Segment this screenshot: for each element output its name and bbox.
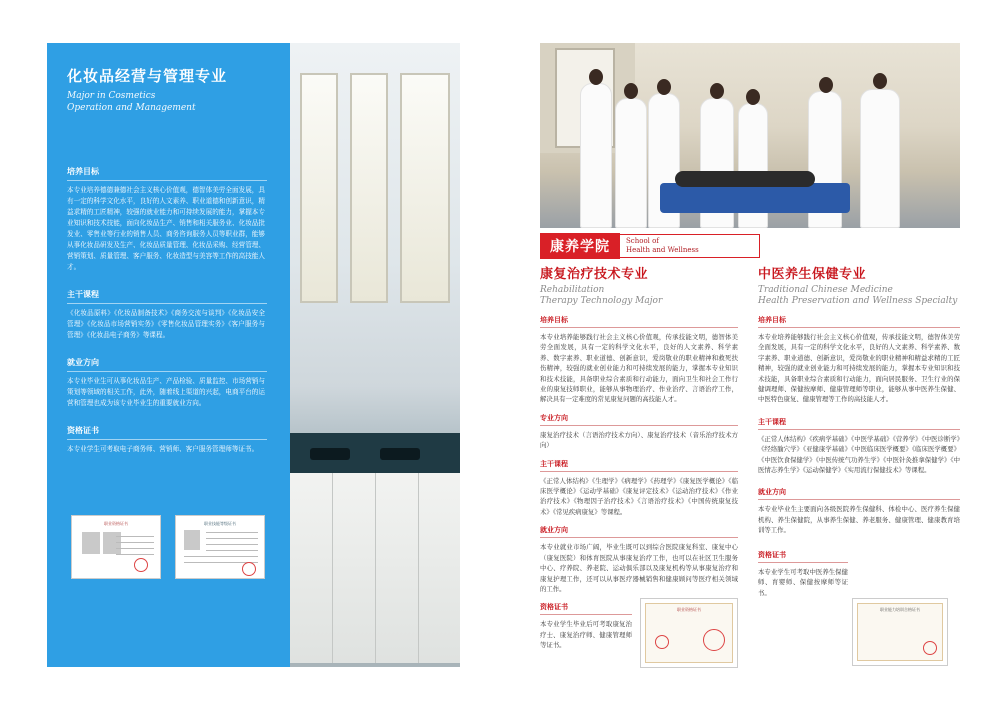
section-body-employment: 本专业毕业生主要面向各级医院养生保健科、体检中心、医疗养生保健机构、养生保健院，从事养生保健、养老服务、健康管理、健康教育培训等工作。 <box>758 505 960 535</box>
seal-icon <box>655 635 669 649</box>
divider <box>67 303 267 304</box>
section-heading-goal: 培养目标 <box>67 167 99 176</box>
photo-placeholder <box>184 530 200 550</box>
school-name-en-line-2: Health and Wellness <box>626 246 699 254</box>
cosmetics-panel <box>47 43 290 667</box>
certificate-title: 职业能力培训合格证书 <box>880 607 920 612</box>
certificate-image-2 <box>175 515 265 579</box>
section-body-courses: 《化妆品原料》《化妆品制备技术》《商务交流与谈判》《化妆品安全管理》《化妆品市场营销实务》《零售化妆品管理实务》《客户服务与管理》《化妆品电子商务》等课程。 <box>67 309 265 339</box>
divider <box>67 180 267 181</box>
section-heading-courses: 主干课程 <box>540 459 568 468</box>
certificate-images <box>71 515 265 579</box>
certificate-image-tcm <box>852 598 948 666</box>
school-name-en <box>620 234 760 258</box>
school-name-en-line-1: School of <box>626 237 659 245</box>
major-title-en-2: Health Preservation and Wellness Specialty <box>758 296 958 306</box>
major-title-en-1: Major in Cosmetics <box>67 91 156 101</box>
seal-icon <box>134 558 148 572</box>
section-heading-certificates: 资格证书 <box>67 426 99 435</box>
seal-icon <box>923 641 937 655</box>
school-label <box>540 233 760 259</box>
certificate-image-1 <box>71 515 161 579</box>
section-heading-goal: 培养目标 <box>758 316 786 324</box>
major-title-cn: 化妆品经营与管理专业 <box>67 67 228 85</box>
seal-icon <box>703 629 725 651</box>
section-body-certificates: 本专业学生可考取电子商务师、营销师、客户服务管理师等证书。 <box>67 445 259 453</box>
section-heading-courses: 主干课程 <box>758 417 786 426</box>
rehabilitation-class-photo <box>540 43 960 228</box>
section-heading-employment: 就业方向 <box>67 358 99 367</box>
section-body-courses: 《正常人体结构》《疾病学基础》《中医学基础》《营养学》《中医诊断学》《经络腧穴学》《亚健康学基础》《中医临床医学概要》《临床医学概要》《中医饮食保健学》《中医传统气功养生学》《中医针灸推拿保健学》《中医情志养生学》《运动保健学》《实用流行保健技术》等课程。 <box>758 434 960 475</box>
certificate-image-rehab <box>640 598 738 668</box>
divider <box>67 439 267 440</box>
major-title-en-2: Operation and Management <box>67 103 196 113</box>
major-title-en-1: Traditional Chinese Medicine <box>758 285 893 295</box>
certificate-title: 职业资格证书 <box>677 607 701 612</box>
section-heading-direction: 专业方向 <box>540 413 568 422</box>
section-body-goal: 本专业培养能够践行社会主义核心价值观，传承技能文明，德智体美劳全面发展，具有一定的科学文化水平，良好的人文素养、科学素养、数字素养、职业道德、创新意识，爱岗敬业的职业精神和救死扶伤精神，较强的就业创业能力和可持续发展的能力，掌握本专业知识和技术技能，具备职业综合素质和行动能力，面向卫生和社会工作行业的康复技师职业，能够从事物理治疗、作业治疗、言语治疗工作，解决具有一定难度的常见康复问题的高技能人才。 <box>540 333 738 404</box>
rehabilitation-major-column <box>540 263 738 651</box>
tcm-health-major-column <box>758 263 960 598</box>
section-body-certificates: 本专业学生可考取中医养生保健师、育婴师、保健按摩师等证书。 <box>758 567 848 597</box>
major-title-cn: 中医养生保健专业 <box>758 267 867 282</box>
section-body-employment: 本专业就业市场广阔，毕业生既可以到综合医院康复科室、康复中心（康复医院）和体育医院从事康复治疗工作，也可以在社区卫生服务中心、疗养院、养老院、运动俱乐部以及康复机构等从事康复治疗和康复护理工作，还可以从事医疗器械销售和健康顾问等医疗相关领域的工作。 <box>540 543 738 593</box>
section-body-certificates: 本专业学生毕业后可考取康复治疗士、康复治疗师、健康管理师等证书。 <box>540 620 632 650</box>
divider <box>67 371 267 372</box>
certificate-title: 职业技能等级证书 <box>204 521 236 526</box>
section-body-goal: 本专业培养德德兼德社会主义核心价值观，德智体美劳全面发展，具有一定的科学文化水平，良好的人文素养、职业道德和创新意识，精益求精的工匠精神，较强的就业能力和可持续发展的能力，掌握本专业知识和技术技能，面向化妆品生产、销售和相关服务业、化妆品批发业、零售业等行业的销售人员、商务咨询服务人员等职业群，能够从事化妆品研发及生产、化妆品质量管理、化妆品采购、经营管理、营销策划、质量管理、客户服务、化妆造型与美容等工作的高技能人才。 <box>67 186 265 271</box>
section-heading-certificates: 资格证书 <box>540 603 568 612</box>
major-title-en-1: Rehabilitation <box>540 285 605 295</box>
major-title-en-2: Therapy Technology Major <box>540 296 663 306</box>
section-heading-employment: 就业方向 <box>540 526 568 535</box>
section-body-direction: 康复治疗技术（言语治疗技术方向）、康复治疗技术（音乐治疗技术方向） <box>540 430 738 450</box>
laboratory-photo <box>290 43 460 667</box>
section-heading-goal: 培养目标 <box>540 316 568 324</box>
right-page <box>540 43 960 667</box>
left-page <box>47 43 460 667</box>
major-title-cn: 康复治疗技术专业 <box>540 267 649 282</box>
section-heading-certificates: 资格证书 <box>758 550 786 559</box>
school-name-cn: 康养学院 <box>540 233 620 259</box>
section-heading-courses: 主干课程 <box>67 290 99 299</box>
section-body-courses: 《正常人体结构》《生理学》《病理学》《药理学》《康复医学概论》《临床医学概论》《运动学基础》《康复评定技术》《运动治疗技术》《作业治疗技术》《物理因子治疗技术》《言语治疗技术》《中国传统康复技术》《常见疾病康复》等课程。 <box>540 476 738 516</box>
section-body-goal: 本专业培养能够践行社会主义核心价值观，传承技能文明，德智体美劳全面发展，具有一定的科学文化水平，良好的人文素养、科学素养、数字素养、职业道德、创新意识，爱岗敬业的职业精神和精益求精的工匠精神，较强的就业创业能力和可持续发展的能力，掌握本专业知识和技术技能，具备职业综合素质和行动能力，面向居民服务、卫生行业的保健调理师、保健按摩师、健康管理师等职业，能够从事中医养生保健、中医特色康复、健康管理等工作的高技能人才。 <box>758 333 960 404</box>
section-body-employment: 本专业毕业生可从事化妆品生产、产品检验、质量监控、市场营销与策划等领域的相关工作，此外，随着线上渠道的兴起，电商平台的运营和管理也成为该专业毕业生的重要就业方向。 <box>67 377 265 407</box>
section-heading-employment: 就业方向 <box>758 488 786 497</box>
photo-placeholder <box>82 532 100 554</box>
certificate-title: 职业资格证书 <box>104 521 128 526</box>
seal-icon <box>242 562 256 576</box>
